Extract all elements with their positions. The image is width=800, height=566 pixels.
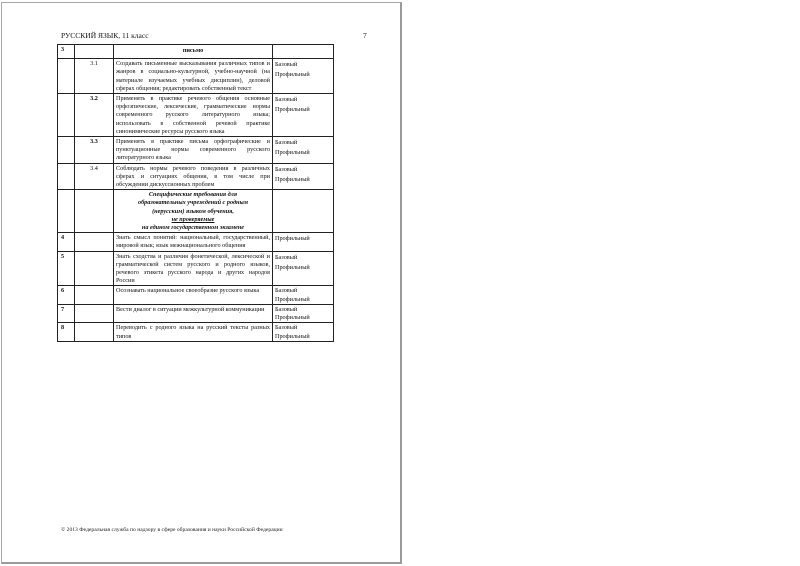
section-number: 3: [58, 45, 75, 59]
row-number: 3.3: [75, 137, 114, 164]
row-levels: [273, 137, 334, 164]
level-label: Базовый: [275, 61, 298, 69]
section-row: [58, 45, 334, 59]
table-row: [58, 251, 334, 286]
table-row: [58, 59, 334, 94]
row-levels: [273, 323, 334, 341]
level-label: Базовый: [275, 139, 298, 147]
row-levels: [273, 304, 334, 322]
level-label: Профильный: [275, 71, 310, 79]
table-row: [58, 94, 334, 137]
level-label: Базовый: [275, 165, 298, 173]
row-text: Переводить с родного языка на русский тексты разных типов: [114, 323, 273, 341]
row-number: 6: [58, 286, 75, 304]
table-row: [58, 163, 334, 190]
row-text: Создавать письменные высказывания различных типов и жанров в социально-культурной, учебно-научной (на материале изучаемых учебных дисциплин), деловой сферах общения; редактировать собственный текст: [114, 59, 273, 94]
section-title: письмо: [114, 45, 273, 59]
level-label: Базовый: [275, 253, 298, 261]
row-number: 4: [58, 233, 75, 251]
special-requirements-row: [58, 190, 334, 233]
row-number: 8: [58, 323, 75, 341]
page-number: 7: [363, 31, 367, 40]
table-row: [58, 233, 334, 251]
level-label: Профильный: [275, 149, 310, 157]
level-label: Профильный: [275, 263, 310, 271]
row-levels: [273, 251, 334, 286]
row-number: 5: [58, 251, 75, 286]
row-levels: [273, 94, 334, 137]
row-text: Осознавать национальное своеобразие русского языка: [114, 286, 273, 304]
level-label: Базовый: [275, 96, 298, 104]
level-label: Базовый: [275, 305, 298, 313]
running-head: РУССКИЙ ЯЗЫК, 11 класс: [61, 31, 149, 40]
table-row: [58, 286, 334, 304]
level-label: Профильный: [275, 175, 310, 183]
row-number: 3.1: [75, 59, 114, 94]
row-text: Вести диалог в ситуации межкультурной коммуникации: [114, 304, 273, 322]
level-label: Базовый: [275, 287, 298, 295]
requirements-table: [57, 44, 334, 342]
level-label: Базовый: [275, 324, 298, 332]
table-row: [58, 137, 334, 164]
row-text: Применять в практике речевого общения основные орфоэпические, лексические, грамматические нормы современного русского литературного языка; использовать в собственной речевой практике синонимические ресурсы русского языка: [114, 94, 273, 137]
row-levels: [273, 286, 334, 304]
level-label: Профильный: [275, 332, 310, 340]
table-row: [58, 323, 334, 341]
row-text: Знать сходства и различия фонетической, лексической и грамматической систем русского и родного языков, речевого этикета русского народа и других народов России: [114, 251, 273, 286]
row-levels: [273, 59, 334, 94]
level-label: Профильный: [275, 106, 310, 114]
level-label: Профильный: [275, 314, 310, 322]
row-levels: [273, 163, 334, 190]
row-number: 7: [58, 304, 75, 322]
row-text: Соблюдать нормы речевого поведения в различных сферах и ситуациях общения, в том числе при обсуждении дискуссионных проблем: [114, 163, 273, 190]
row-text: Применять в практике письма орфографические и пунктуационные нормы современного русского литературного языка: [114, 137, 273, 164]
row-levels: [273, 233, 334, 251]
row-number: 3.4: [75, 163, 114, 190]
row-number: 3.2: [75, 94, 114, 137]
table-row: [58, 304, 334, 322]
special-requirements-heading: Специфические требования для образовательных учреждений с родным (нерусским) языком обучения, не проверяемые на едином государственном экзамене: [114, 190, 273, 233]
row-text: Знать смысл понятий: национальный, государственный, мировой язык; язык межнационального общения: [114, 233, 273, 251]
level-label: Профильный: [275, 295, 310, 303]
copyright-footer: © 2013 Федеральная служба по надзору в сфере образования и науки Российской Федерации: [61, 527, 283, 533]
level-label: Профильный: [275, 235, 310, 243]
